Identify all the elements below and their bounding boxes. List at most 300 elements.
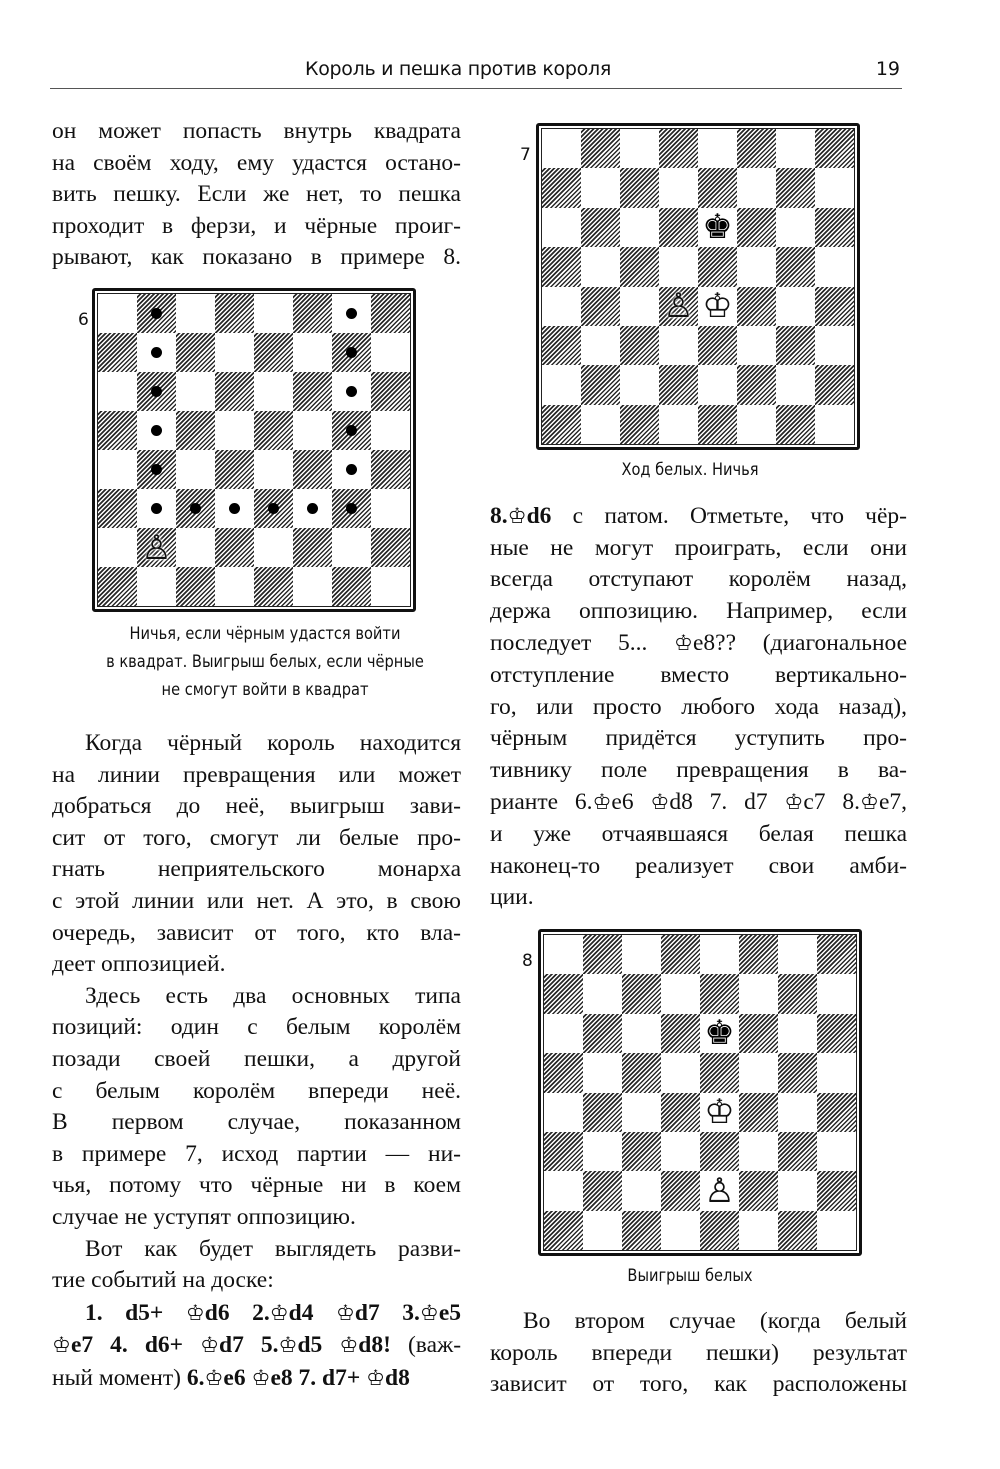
king-icon: ♔ xyxy=(674,630,693,656)
square-g2 xyxy=(332,528,371,567)
square-d7 xyxy=(661,974,700,1013)
text-line: В первом случае, показанном xyxy=(52,1109,461,1136)
square-e1 xyxy=(698,405,737,444)
square-d5 xyxy=(661,1053,700,1092)
square-a6 xyxy=(544,1014,583,1053)
square-b4 xyxy=(583,1093,622,1132)
square-g6 xyxy=(778,1014,817,1053)
square-marker-dot xyxy=(151,503,162,514)
caption-line: не смогут войти в квадрат xyxy=(161,680,369,700)
square-e1 xyxy=(254,567,293,606)
square-c3 xyxy=(620,326,659,365)
square-e2 xyxy=(698,365,737,404)
square-f1 xyxy=(293,567,332,606)
square-d1 xyxy=(215,567,254,606)
king-icon: ♔ xyxy=(251,1364,271,1390)
square-c5 xyxy=(620,247,659,286)
text-line: всегда отступают королём назад, xyxy=(490,566,907,593)
move-number: 5. xyxy=(260,1332,279,1359)
text-line: тие событий на доске: xyxy=(52,1267,274,1294)
square-f7 xyxy=(293,333,332,372)
caption-line: в квадрат. Выигрыш белых, если чёрные xyxy=(106,652,424,672)
square-marker-dot xyxy=(151,308,162,319)
text-line: рывают, как показано в примере 8. xyxy=(52,244,461,271)
diagram-number: 8 xyxy=(522,951,533,971)
king-icon: ♔ xyxy=(339,1332,359,1358)
square-h2 xyxy=(815,365,854,404)
square-b7 xyxy=(581,168,620,207)
square-c5 xyxy=(176,411,215,450)
square-e6 xyxy=(698,208,737,247)
text-line: позиций: один с белым королём xyxy=(52,1014,461,1041)
square-h5 xyxy=(817,1053,856,1092)
square-h8 xyxy=(817,935,856,974)
square-c3 xyxy=(622,1132,661,1171)
king-icon: ♔ xyxy=(335,1299,355,1325)
square-f5 xyxy=(739,1053,778,1092)
moves-line-2 xyxy=(52,1329,461,1362)
square-h4 xyxy=(371,450,410,489)
square-f1 xyxy=(739,1211,778,1250)
text-fragment: последует 5... xyxy=(490,630,648,657)
square-a1 xyxy=(98,567,137,606)
square-g1 xyxy=(776,405,815,444)
square-e6 xyxy=(700,1014,739,1053)
square-a4 xyxy=(544,1093,583,1132)
move: e6 xyxy=(611,789,634,816)
square-b6 xyxy=(581,208,620,247)
square-e3 xyxy=(698,326,737,365)
square-d3 xyxy=(215,489,254,528)
square-d3 xyxy=(661,1132,700,1171)
square-a3 xyxy=(544,1132,583,1171)
move: c7 8. xyxy=(803,789,860,816)
square-g2 xyxy=(776,365,815,404)
text-fragment: e8?? (диагональное xyxy=(692,630,907,657)
text-line: тивнику поле превращения в ва- xyxy=(490,756,907,783)
square-d8 xyxy=(659,129,698,168)
square-f4 xyxy=(293,450,332,489)
square-c6 xyxy=(622,1014,661,1053)
square-g2 xyxy=(778,1171,817,1210)
text-line: на линии превращения или может xyxy=(52,761,461,788)
square-a2 xyxy=(544,1171,583,1210)
square-a4 xyxy=(542,287,581,326)
square-d4 xyxy=(659,287,698,326)
square-f4 xyxy=(739,1093,778,1132)
square-marker-dot xyxy=(307,503,318,514)
square-h4 xyxy=(817,1093,856,1132)
square-a5 xyxy=(98,411,137,450)
square-b1 xyxy=(137,567,176,606)
square-h8 xyxy=(815,129,854,168)
square-f3 xyxy=(737,326,776,365)
diagram-7-caption xyxy=(509,456,870,484)
text-line: проходит в ферзи, и чёрные проиг- xyxy=(52,212,461,239)
square-e5 xyxy=(698,247,737,286)
text-line: наконец-то реализует свои амби- xyxy=(490,852,907,879)
white-pawn-icon: ♙ xyxy=(141,527,172,568)
page-number: 19 xyxy=(875,58,900,80)
king-icon: ♔ xyxy=(592,789,612,815)
text-line xyxy=(490,786,907,819)
square-marker-dot xyxy=(346,503,357,514)
square-d2 xyxy=(215,528,254,567)
square-g3 xyxy=(776,326,815,365)
square-h2 xyxy=(371,528,410,567)
square-f6 xyxy=(739,1014,778,1053)
diagram-6-caption xyxy=(80,620,450,704)
square-f7 xyxy=(739,974,778,1013)
square-c8 xyxy=(622,935,661,974)
square-h7 xyxy=(815,168,854,207)
square-f3 xyxy=(293,489,332,528)
square-marker-dot xyxy=(346,386,357,397)
move: d8 7. d7 xyxy=(669,789,768,816)
board-frame xyxy=(536,123,860,450)
square-c7 xyxy=(176,333,215,372)
king-icon: ♔ xyxy=(200,1332,220,1358)
square-marker-dot xyxy=(229,503,240,514)
left-paragraph-2 xyxy=(52,728,461,1394)
square-d7 xyxy=(659,168,698,207)
king-icon: ♔ xyxy=(366,1364,386,1390)
square-g8 xyxy=(332,294,371,333)
text-line: добраться до неё, выигрыш зави- xyxy=(52,793,461,820)
square-c2 xyxy=(176,528,215,567)
move: d8 xyxy=(385,1364,410,1391)
square-h8 xyxy=(371,294,410,333)
chapter-title: Король и пешка против короля xyxy=(305,58,611,80)
chessboard xyxy=(543,934,857,1251)
move: e5 xyxy=(438,1299,461,1326)
text-line: с белым королём впереди неё. xyxy=(52,1077,461,1104)
board-frame xyxy=(538,929,862,1256)
move: 1. d5+ xyxy=(85,1299,164,1326)
square-a6 xyxy=(542,208,581,247)
board-frame xyxy=(92,288,416,612)
chessboard xyxy=(97,293,411,607)
square-g3 xyxy=(778,1132,817,1171)
square-d6 xyxy=(659,208,698,247)
square-f8 xyxy=(737,129,776,168)
caption-line: Ход белых. Ничья xyxy=(621,460,759,480)
move: d4 xyxy=(288,1299,314,1326)
square-b2 xyxy=(583,1171,622,1210)
square-h3 xyxy=(371,489,410,528)
move: e6 xyxy=(223,1364,246,1391)
square-f3 xyxy=(739,1132,778,1171)
square-f2 xyxy=(739,1171,778,1210)
square-e3 xyxy=(254,489,293,528)
square-c7 xyxy=(620,168,659,207)
left-paragraph-1 xyxy=(52,116,461,274)
square-a5 xyxy=(544,1053,583,1092)
square-b5 xyxy=(137,411,176,450)
square-marker-dot xyxy=(346,425,357,436)
move: 4. d6+ xyxy=(110,1332,184,1359)
square-b8 xyxy=(137,294,176,333)
text-line: на своём ходу, ему удастся остано- xyxy=(52,149,461,176)
square-b3 xyxy=(137,489,176,528)
square-c4 xyxy=(622,1093,661,1132)
square-f5 xyxy=(293,411,332,450)
king-icon: ♔ xyxy=(419,1299,439,1325)
text-line: очередь, зависит от того, кто вла- xyxy=(52,919,461,946)
text-line: с этой линии или нет. А это, в свою xyxy=(52,887,461,914)
square-d6 xyxy=(215,372,254,411)
square-d7 xyxy=(215,333,254,372)
square-marker-dot xyxy=(346,464,357,475)
square-h1 xyxy=(815,405,854,444)
square-b1 xyxy=(583,1211,622,1250)
square-d2 xyxy=(659,365,698,404)
king-icon: ♔ xyxy=(269,1299,289,1325)
square-a3 xyxy=(542,326,581,365)
square-g8 xyxy=(776,129,815,168)
square-a8 xyxy=(542,129,581,168)
square-b6 xyxy=(583,1014,622,1053)
move-number: 6. xyxy=(186,1364,205,1391)
square-f1 xyxy=(737,405,776,444)
right-paragraph-2 xyxy=(490,1306,907,1401)
square-c2 xyxy=(620,365,659,404)
square-a8 xyxy=(544,935,583,974)
diagram-number: 6 xyxy=(78,310,89,330)
square-d1 xyxy=(659,405,698,444)
square-marker-dot xyxy=(268,503,279,514)
square-g4 xyxy=(776,287,815,326)
square-a6 xyxy=(98,372,137,411)
move-note: (важ- xyxy=(407,1332,462,1359)
text-line: го, или просто любого хода назад), xyxy=(490,693,907,720)
text-line xyxy=(490,627,907,660)
square-b8 xyxy=(581,129,620,168)
square-e4 xyxy=(254,450,293,489)
square-e1 xyxy=(700,1211,739,1250)
square-g4 xyxy=(332,450,371,489)
square-h3 xyxy=(817,1132,856,1171)
square-c5 xyxy=(622,1053,661,1092)
square-c6 xyxy=(176,372,215,411)
square-h6 xyxy=(817,1014,856,1053)
square-a7 xyxy=(544,974,583,1013)
square-g8 xyxy=(778,935,817,974)
running-header xyxy=(50,58,902,89)
square-g7 xyxy=(776,168,815,207)
move: d7 xyxy=(219,1332,244,1359)
square-c4 xyxy=(176,450,215,489)
square-h3 xyxy=(815,326,854,365)
square-e6 xyxy=(254,372,293,411)
square-b3 xyxy=(583,1132,622,1171)
king-icon: ♔ xyxy=(507,503,527,528)
text-line: гнать неприятельского монарха xyxy=(52,856,461,883)
square-e4 xyxy=(700,1093,739,1132)
square-d4 xyxy=(215,450,254,489)
text-line: сит от того, смогут ли белые про- xyxy=(52,824,461,851)
square-f2 xyxy=(293,528,332,567)
square-f4 xyxy=(737,287,776,326)
text-fragment: с патом. Отметьте, что чёр- xyxy=(572,503,908,529)
square-h1 xyxy=(371,567,410,606)
text-line xyxy=(490,500,907,533)
square-a2 xyxy=(98,528,137,567)
text-line: король впереди пешки) результат xyxy=(490,1339,907,1366)
text-line: чёрным придётся уступить про- xyxy=(490,725,907,752)
square-d3 xyxy=(659,326,698,365)
king-icon: ♔ xyxy=(185,1299,205,1325)
square-b2 xyxy=(137,528,176,567)
square-e2 xyxy=(254,528,293,567)
square-f8 xyxy=(293,294,332,333)
square-d6 xyxy=(661,1014,700,1053)
square-c8 xyxy=(620,129,659,168)
diagram-number: 7 xyxy=(520,145,531,165)
move: e7 xyxy=(70,1332,94,1359)
square-a7 xyxy=(542,168,581,207)
text-line: Вот как будет выглядеть разви- xyxy=(85,1235,461,1262)
text-line: ции. xyxy=(490,884,534,911)
diagram-8-caption xyxy=(509,1262,870,1290)
square-h6 xyxy=(815,208,854,247)
move: d7 xyxy=(354,1299,380,1326)
square-b3 xyxy=(581,326,620,365)
moves-line-1 xyxy=(52,1297,461,1330)
text-line: Когда чёрный король находится xyxy=(85,730,461,756)
square-e2 xyxy=(700,1171,739,1210)
king-icon: ♔ xyxy=(278,1332,298,1358)
square-marker-dot xyxy=(151,347,162,358)
square-a1 xyxy=(542,405,581,444)
king-icon: ♔ xyxy=(204,1364,224,1390)
square-d8 xyxy=(661,935,700,974)
square-b5 xyxy=(581,247,620,286)
text-line: чья, потому что чёрные ни в коем xyxy=(52,1172,461,1199)
square-f7 xyxy=(737,168,776,207)
chessboard xyxy=(541,128,855,445)
move: e8 xyxy=(270,1364,293,1391)
king-icon: ♔ xyxy=(784,789,804,815)
square-g6 xyxy=(776,208,815,247)
square-c1 xyxy=(176,567,215,606)
square-a4 xyxy=(98,450,137,489)
square-a7 xyxy=(98,333,137,372)
black-king-icon: ♚ xyxy=(704,1013,735,1054)
square-c7 xyxy=(622,974,661,1013)
square-g6 xyxy=(332,372,371,411)
square-b2 xyxy=(581,365,620,404)
moves-line-3 xyxy=(52,1362,461,1395)
text-line: Во втором случае (когда белый xyxy=(523,1308,907,1334)
square-h4 xyxy=(815,287,854,326)
square-d5 xyxy=(659,247,698,286)
square-f8 xyxy=(739,935,778,974)
square-c3 xyxy=(176,489,215,528)
square-b4 xyxy=(137,450,176,489)
caption-line: Ничья, если чёрным удастся войти xyxy=(129,624,401,644)
caption-line: Выигрыш белых xyxy=(627,1266,753,1286)
square-b7 xyxy=(583,974,622,1013)
white-pawn-icon: ♙ xyxy=(663,286,694,327)
square-f6 xyxy=(737,208,776,247)
square-a1 xyxy=(544,1211,583,1250)
square-h7 xyxy=(371,333,410,372)
square-h2 xyxy=(817,1171,856,1210)
square-h1 xyxy=(817,1211,856,1250)
square-a8 xyxy=(98,294,137,333)
square-g7 xyxy=(332,333,371,372)
king-icon: ♔ xyxy=(650,789,670,815)
square-d1 xyxy=(661,1211,700,1250)
text-line: Здесь есть два основных типа xyxy=(85,982,461,1009)
move: d5 xyxy=(297,1332,323,1359)
square-e7 xyxy=(254,333,293,372)
square-h6 xyxy=(371,372,410,411)
square-marker-dot xyxy=(190,503,201,514)
square-e3 xyxy=(700,1132,739,1171)
square-h7 xyxy=(817,974,856,1013)
square-a5 xyxy=(542,247,581,286)
text-line: позади своей пешки, а другой xyxy=(52,1045,461,1072)
move-number: 2. xyxy=(252,1299,270,1326)
square-e8 xyxy=(700,935,739,974)
square-c6 xyxy=(620,208,659,247)
text-line: он может попасть внутрь квадрата xyxy=(52,118,461,144)
square-e5 xyxy=(254,411,293,450)
white-pawn-icon: ♙ xyxy=(704,1170,735,1211)
move-number: 3. xyxy=(402,1299,420,1326)
square-b5 xyxy=(583,1053,622,1092)
move: d6 xyxy=(204,1299,230,1326)
square-c1 xyxy=(620,405,659,444)
square-marker-dot xyxy=(151,425,162,436)
right-paragraph-1 xyxy=(490,500,907,914)
text-line: и уже отчаявшаяся белая пешка xyxy=(490,820,907,847)
text-line: отступление вместо вертикально- xyxy=(490,661,907,688)
square-e5 xyxy=(700,1053,739,1092)
square-b8 xyxy=(583,935,622,974)
move: d6 xyxy=(526,503,552,529)
square-e8 xyxy=(254,294,293,333)
square-d8 xyxy=(215,294,254,333)
square-g1 xyxy=(332,567,371,606)
move: d8! xyxy=(358,1332,391,1359)
move: e7, xyxy=(878,789,908,816)
square-d5 xyxy=(215,411,254,450)
square-marker-dot xyxy=(151,386,162,397)
square-g4 xyxy=(778,1093,817,1132)
square-g1 xyxy=(778,1211,817,1250)
square-g7 xyxy=(778,974,817,1013)
square-b4 xyxy=(581,287,620,326)
square-f6 xyxy=(293,372,332,411)
square-e7 xyxy=(698,168,737,207)
text-line: случае не уступят оппозицию. xyxy=(52,1203,356,1230)
square-c1 xyxy=(622,1211,661,1250)
king-icon: ♔ xyxy=(860,789,879,815)
square-a2 xyxy=(542,365,581,404)
square-g5 xyxy=(776,247,815,286)
square-d2 xyxy=(661,1171,700,1210)
square-a3 xyxy=(98,489,137,528)
text-line: зависит от того, как расположены xyxy=(490,1371,907,1398)
square-b7 xyxy=(137,333,176,372)
square-c4 xyxy=(620,287,659,326)
move: 7. d7+ xyxy=(298,1364,361,1391)
black-king-icon: ♚ xyxy=(702,207,733,248)
square-e8 xyxy=(698,129,737,168)
